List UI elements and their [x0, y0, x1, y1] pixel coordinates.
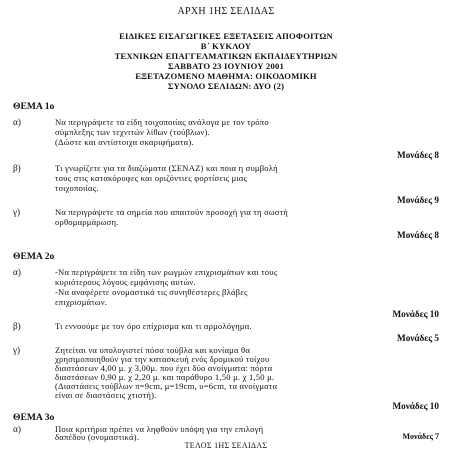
question-line: ορθομαρμάρωση.	[55, 217, 119, 227]
question-marks: Μονάδες 8	[397, 230, 439, 240]
question-line: Τι εννοούμε με τον όρο επίχρισμα και τι αρμολόγημα.	[55, 321, 252, 331]
question-line: Τι γνωρίζετε για τα διαζώματα (ΣΕΝΑΖ) και ποια η συμβολή	[55, 163, 278, 173]
question-label: α)	[13, 424, 21, 434]
question-marks: Μονάδες 8	[397, 150, 439, 160]
question-line: είναι σε διαστάσεις χτιστή).	[55, 390, 157, 400]
question-line: κυριότερους λόγους εμφάνισης αυτών.	[55, 277, 196, 287]
question-line: -Να αναφέρετε ονομαστικά τις συνηθέστερες βλάβες	[55, 287, 248, 297]
question-line: Να περιγράψετε τα σημεία που απαιτούν προσοχή για τη σωστή	[55, 207, 288, 217]
question-line: τους στις κατακόρυφες και οριζόντιες φορτίσεις μιας	[55, 173, 248, 183]
question-label: α)	[13, 117, 21, 127]
theme-title: ΘΕΜΑ 2ο	[13, 251, 55, 262]
question-marks: Μονάδες 5	[397, 333, 439, 343]
page-end-marker: ΤΕΛΟΣ 1ΗΣ ΣΕΛΙΔΑΣ	[184, 441, 268, 450]
exam-title-line: ΕΙΔΙΚΕΣ ΕΙΣΑΓΩΓΙΚΕΣ ΕΞΕΤΑΣΕΙΣ ΑΠΟΦΟΙΤΩΝ	[119, 31, 333, 41]
question-line: χρησιμοποιηθούν για την κατασκευή ενός δρομικού τοίχου	[55, 354, 270, 364]
question-line: (Δώστε και αντίστοιχα σκαριφήματα).	[55, 137, 194, 147]
exam-title-line: ΤΕΧΝΙΚΩΝ ΕΠΑΓΓΕΛΜΑΤΙΚΩΝ ΕΚΠΑΙΔΕΥΤΗΡΙΩΝ	[114, 51, 338, 61]
question-line: (Διαστάσεις τούβλων π=9cm, μ=19cm, υ=6cm, τα ανοίγματα	[55, 381, 278, 391]
question-label: γ)	[13, 207, 21, 217]
question-line: Ποια κριτήρια πρέπει να ληφθούν υπόψη για την επιλογή	[55, 424, 264, 434]
question-marks: Μονάδες 7	[402, 432, 439, 441]
question-line: διαστάσεων 0,90 μ. χ 2,20 μ. και παράθυρο 1,50 μ. χ 1,50 μ.	[55, 372, 275, 382]
question-line: τοιχοποιίας.	[55, 183, 99, 193]
exam-title-line: ΣΑΒΒΑΤΟ 23 ΙΟΥΝΙΟΥ 2001	[168, 61, 284, 71]
question-label: β)	[13, 163, 21, 173]
exam-title-line: Β΄ ΚΥΚΛΟΥ	[200, 41, 252, 51]
question-marks: Μονάδες 10	[392, 401, 439, 411]
question-line: δαπέδου (ονομαστικά).	[55, 432, 140, 442]
theme-title: ΘΕΜΑ 1ο	[13, 101, 55, 112]
page-start-marker: ΑΡΧΗ 1ΗΣ ΣΕΛΙΔΑΣ	[177, 6, 275, 17]
exam-subject-line: ΕΞΕΤΑΖΟΜΕΝΟ ΜΑΘΗΜΑ: ΟΙΚΟΔΟΜΙΚΗ	[135, 71, 317, 81]
question-line: Να περιγράψετε τα είδη τοιχοποιίας ανάλογα με τον τρόπο	[55, 117, 269, 127]
exam-pages-line: ΣΥΝΟΛΟ ΣΕΛΙΔΩΝ: ΔΥΟ (2)	[167, 81, 285, 91]
question-line: -Να περιγράψετε τα είδη των ρωγμών επιχρισμάτων και τους	[55, 267, 278, 277]
question-line: διαστάσεων 4,00 μ. χ 3,00μ. που έχει δύο ανοίγματα: πόρτα	[55, 363, 273, 373]
question-label: α)	[13, 267, 21, 277]
question-line: Ζητείται να υπολογιστεί πόσα τούβλα και κονίαμα θα	[55, 345, 251, 355]
question-label: β)	[13, 321, 21, 331]
question-marks: Μονάδες 10	[392, 309, 439, 319]
question-label: γ)	[13, 345, 21, 355]
theme-title: ΘΕΜΑ 3ο	[13, 412, 55, 423]
question-line: σύμπλεξης των τεχνιτών λίθων (τούβλων).	[55, 127, 210, 137]
question-line: επιχρισμάτων.	[55, 297, 108, 307]
question-marks: Μονάδες 9	[397, 195, 439, 205]
